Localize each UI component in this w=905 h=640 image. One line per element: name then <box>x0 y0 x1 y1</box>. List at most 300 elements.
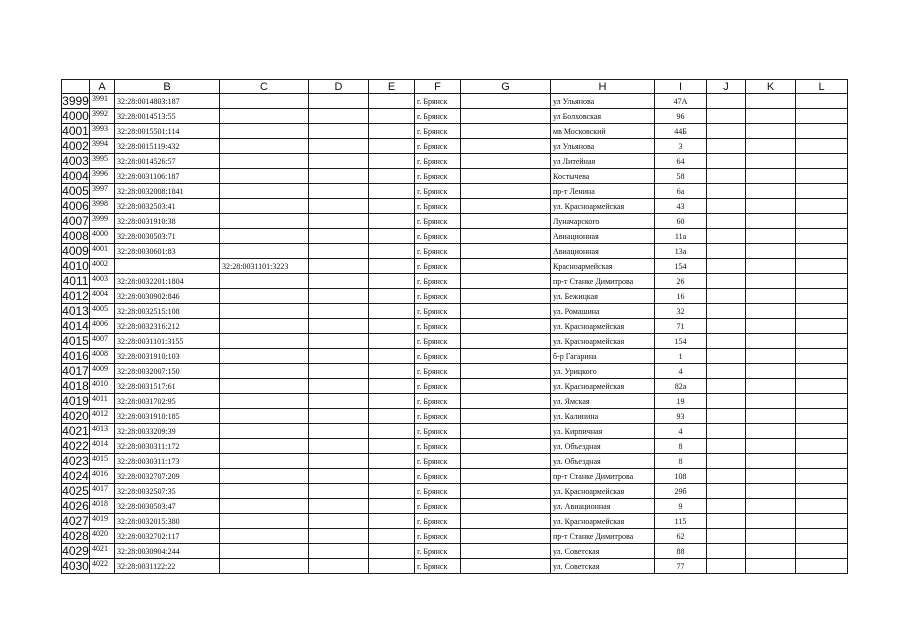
cell-e[interactable] <box>369 229 415 244</box>
cell-g[interactable] <box>461 169 551 184</box>
cell-b[interactable]: 32:28:0015501:114 <box>115 124 220 139</box>
cell-g[interactable] <box>461 544 551 559</box>
cell-k[interactable] <box>746 259 796 274</box>
cell-k[interactable] <box>746 439 796 454</box>
cell-h[interactable]: ул. Советская <box>551 559 655 574</box>
cell-c[interactable] <box>220 454 309 469</box>
cell-a[interactable]: 4011 <box>90 394 115 409</box>
cell-k[interactable] <box>746 364 796 379</box>
cell-f[interactable]: г. Брянск <box>415 394 461 409</box>
cell-h[interactable]: Авиационная <box>551 244 655 259</box>
cell-d[interactable] <box>309 439 369 454</box>
cell-c[interactable] <box>220 124 309 139</box>
cell-h[interactable]: Костычева <box>551 169 655 184</box>
cell-k[interactable] <box>746 304 796 319</box>
row-number[interactable]: 4016 <box>62 349 89 363</box>
cell-d[interactable] <box>309 454 369 469</box>
cell-i[interactable]: 13а <box>655 244 707 259</box>
cell-e[interactable] <box>369 484 415 499</box>
cell-a[interactable]: 4015 <box>90 454 115 469</box>
cell-g[interactable] <box>461 154 551 169</box>
cell-c[interactable] <box>220 154 309 169</box>
cell-h[interactable]: пр-т Станке Димитрова <box>551 529 655 544</box>
cell-a[interactable]: 3998 <box>90 199 115 214</box>
cell-i[interactable]: 32 <box>655 304 707 319</box>
cell-e[interactable] <box>369 139 415 154</box>
cell-c[interactable] <box>220 439 309 454</box>
cell-g[interactable] <box>461 364 551 379</box>
cell-i[interactable]: 58 <box>655 169 707 184</box>
cell-c[interactable] <box>220 544 309 559</box>
cell-g[interactable] <box>461 424 551 439</box>
cell-j[interactable] <box>707 259 746 274</box>
cell-j[interactable] <box>707 424 746 439</box>
cell-e[interactable] <box>369 154 415 169</box>
cell-k[interactable] <box>746 379 796 394</box>
row-number[interactable]: 4028 <box>62 529 89 543</box>
cell-f[interactable]: г. Брянск <box>415 454 461 469</box>
cell-i[interactable]: 96 <box>655 109 707 124</box>
cell-a[interactable]: 3993 <box>90 124 115 139</box>
cell-e[interactable] <box>369 109 415 124</box>
cell-b[interactable]: 32:28:0030503:71 <box>115 229 220 244</box>
cell-j[interactable] <box>707 529 746 544</box>
cell-k[interactable] <box>746 469 796 484</box>
cell-l[interactable] <box>796 394 848 409</box>
cell-h[interactable]: ул Болховская <box>551 109 655 124</box>
cell-k[interactable] <box>746 529 796 544</box>
cell-b[interactable]: 32:28:0015119:432 <box>115 139 220 154</box>
cell-f[interactable]: г. Брянск <box>415 514 461 529</box>
cell-a[interactable]: 4018 <box>90 499 115 514</box>
cell-j[interactable] <box>707 409 746 424</box>
cell-g[interactable] <box>461 94 551 109</box>
cell-g[interactable] <box>461 109 551 124</box>
cell-b[interactable]: 32:28:0032702:117 <box>115 529 220 544</box>
cell-c[interactable] <box>220 379 309 394</box>
cell-h[interactable]: ул. Авиационная <box>551 499 655 514</box>
cell-k[interactable] <box>746 319 796 334</box>
cell-d[interactable] <box>309 484 369 499</box>
cell-l[interactable] <box>796 199 848 214</box>
cell-d[interactable] <box>309 319 369 334</box>
cell-f[interactable]: г. Брянск <box>415 109 461 124</box>
cell-j[interactable] <box>707 94 746 109</box>
column-header-e[interactable]: E <box>369 80 415 94</box>
cell-h[interactable]: мв Московский <box>551 124 655 139</box>
cell-h[interactable]: ул. Красноармейская <box>551 319 655 334</box>
cell-a[interactable]: 4017 <box>90 484 115 499</box>
cell-g[interactable] <box>461 334 551 349</box>
cell-f[interactable]: г. Брянск <box>415 259 461 274</box>
cell-h[interactable]: ул. Объездная <box>551 454 655 469</box>
cell-j[interactable] <box>707 274 746 289</box>
row-number[interactable]: 4005 <box>62 184 89 198</box>
cell-b[interactable] <box>115 259 220 274</box>
cell-b[interactable]: 32:28:0031910:185 <box>115 409 220 424</box>
cell-b[interactable]: 32:28:0031910:38 <box>115 214 220 229</box>
cell-j[interactable] <box>707 544 746 559</box>
cell-k[interactable] <box>746 514 796 529</box>
cell-a[interactable]: 3991 <box>90 94 115 109</box>
cell-l[interactable] <box>796 94 848 109</box>
cell-i[interactable]: 3 <box>655 139 707 154</box>
cell-k[interactable] <box>746 244 796 259</box>
cell-i[interactable]: 29б <box>655 484 707 499</box>
cell-l[interactable] <box>796 229 848 244</box>
cell-a[interactable]: 4009 <box>90 364 115 379</box>
cell-a[interactable]: 4001 <box>90 244 115 259</box>
cell-i[interactable]: 47А <box>655 94 707 109</box>
cell-i[interactable]: 115 <box>655 514 707 529</box>
cell-a[interactable]: 3996 <box>90 169 115 184</box>
cell-c[interactable] <box>220 319 309 334</box>
cell-e[interactable] <box>369 304 415 319</box>
cell-d[interactable] <box>309 379 369 394</box>
cell-h[interactable]: ул. Красноармейская <box>551 334 655 349</box>
cell-g[interactable] <box>461 184 551 199</box>
cell-b[interactable]: 32:28:0032503:41 <box>115 199 220 214</box>
cell-a[interactable]: 4004 <box>90 289 115 304</box>
row-number[interactable]: 4001 <box>62 124 89 138</box>
cell-l[interactable] <box>796 364 848 379</box>
cell-c[interactable] <box>220 244 309 259</box>
cell-g[interactable] <box>461 214 551 229</box>
cell-e[interactable] <box>369 364 415 379</box>
cell-k[interactable] <box>746 484 796 499</box>
cell-a[interactable]: 3995 <box>90 154 115 169</box>
cell-f[interactable]: г. Брянск <box>415 169 461 184</box>
cell-l[interactable] <box>796 454 848 469</box>
cell-k[interactable] <box>746 409 796 424</box>
cell-g[interactable] <box>461 469 551 484</box>
cell-e[interactable] <box>369 244 415 259</box>
cell-g[interactable] <box>461 379 551 394</box>
cell-i[interactable]: 44Б <box>655 124 707 139</box>
cell-a[interactable]: 4007 <box>90 334 115 349</box>
row-number[interactable]: 4013 <box>62 304 89 318</box>
cell-l[interactable] <box>796 304 848 319</box>
cell-e[interactable] <box>369 184 415 199</box>
row-number[interactable]: 4009 <box>62 244 89 258</box>
cell-e[interactable] <box>369 514 415 529</box>
cell-h[interactable]: ул Ульянова <box>551 94 655 109</box>
cell-b[interactable]: 32:28:0014526:57 <box>115 154 220 169</box>
cell-d[interactable] <box>309 469 369 484</box>
cell-l[interactable] <box>796 499 848 514</box>
cell-l[interactable] <box>796 529 848 544</box>
cell-j[interactable] <box>707 184 746 199</box>
cell-b[interactable]: 32:28:0014513:55 <box>115 109 220 124</box>
cell-c[interactable] <box>220 214 309 229</box>
cell-l[interactable] <box>796 259 848 274</box>
cell-g[interactable] <box>461 229 551 244</box>
cell-h[interactable]: Луначарского <box>551 214 655 229</box>
cell-l[interactable] <box>796 409 848 424</box>
cell-c[interactable] <box>220 289 309 304</box>
cell-f[interactable]: г. Брянск <box>415 124 461 139</box>
cell-f[interactable]: г. Брянск <box>415 184 461 199</box>
cell-l[interactable] <box>796 334 848 349</box>
cell-f[interactable]: г. Брянск <box>415 94 461 109</box>
row-number[interactable]: 4008 <box>62 229 89 243</box>
cell-b[interactable]: 32:28:0032008:1841 <box>115 184 220 199</box>
cell-e[interactable] <box>369 349 415 364</box>
cell-j[interactable] <box>707 394 746 409</box>
cell-e[interactable] <box>369 499 415 514</box>
cell-a[interactable]: 4022 <box>90 559 115 574</box>
cell-g[interactable] <box>461 484 551 499</box>
cell-l[interactable] <box>796 154 848 169</box>
cell-d[interactable] <box>309 94 369 109</box>
column-header-a[interactable]: A <box>90 80 115 94</box>
cell-a[interactable]: 4013 <box>90 424 115 439</box>
column-header-c[interactable]: C <box>220 80 309 94</box>
cell-c[interactable] <box>220 499 309 514</box>
cell-i[interactable]: 26 <box>655 274 707 289</box>
cell-f[interactable]: г. Брянск <box>415 214 461 229</box>
row-number[interactable]: 4014 <box>62 319 89 333</box>
cell-i[interactable]: 4 <box>655 424 707 439</box>
cell-e[interactable] <box>369 334 415 349</box>
row-number[interactable]: 4004 <box>62 169 89 183</box>
cell-g[interactable] <box>461 559 551 574</box>
cell-f[interactable]: г. Брянск <box>415 364 461 379</box>
cell-l[interactable] <box>796 184 848 199</box>
cell-j[interactable] <box>707 214 746 229</box>
cell-b[interactable]: 32:28:0032507:35 <box>115 484 220 499</box>
cell-c[interactable] <box>220 484 309 499</box>
cell-l[interactable] <box>796 439 848 454</box>
cell-g[interactable] <box>461 514 551 529</box>
cell-g[interactable] <box>461 259 551 274</box>
row-number[interactable]: 4011 <box>62 274 89 288</box>
cell-d[interactable] <box>309 559 369 574</box>
cell-f[interactable]: г. Брянск <box>415 529 461 544</box>
row-number[interactable]: 4012 <box>62 289 89 303</box>
cell-b[interactable]: 32:28:0032515:108 <box>115 304 220 319</box>
cell-f[interactable]: г. Брянск <box>415 229 461 244</box>
cell-b[interactable]: 32:28:0030311:173 <box>115 454 220 469</box>
cell-j[interactable] <box>707 484 746 499</box>
cell-h[interactable]: ул Литейная <box>551 154 655 169</box>
cell-e[interactable] <box>369 289 415 304</box>
cell-e[interactable] <box>369 319 415 334</box>
cell-j[interactable] <box>707 124 746 139</box>
cell-h[interactable]: ул. Объездная <box>551 439 655 454</box>
row-number[interactable]: 4007 <box>62 214 89 228</box>
cell-b[interactable]: 32:28:0032201:1804 <box>115 274 220 289</box>
cell-j[interactable] <box>707 559 746 574</box>
cell-c[interactable] <box>220 559 309 574</box>
cell-i[interactable]: 11а <box>655 229 707 244</box>
cell-a[interactable]: 4021 <box>90 544 115 559</box>
cell-h[interactable]: ул. Бежицкая <box>551 289 655 304</box>
cell-h[interactable]: Красноармейская <box>551 259 655 274</box>
row-number[interactable]: 4029 <box>62 544 89 558</box>
cell-l[interactable] <box>796 139 848 154</box>
cell-i[interactable]: 8 <box>655 454 707 469</box>
cell-b[interactable]: 32:28:0032015:380 <box>115 514 220 529</box>
cell-c[interactable] <box>220 364 309 379</box>
cell-e[interactable] <box>369 379 415 394</box>
cell-g[interactable] <box>461 454 551 469</box>
cell-b[interactable]: 32:28:0032007:150 <box>115 364 220 379</box>
row-number[interactable]: 4020 <box>62 409 89 423</box>
cell-k[interactable] <box>746 214 796 229</box>
cell-h[interactable]: б-р Гагарина <box>551 349 655 364</box>
column-header-g[interactable]: G <box>461 80 551 94</box>
row-number[interactable]: 4017 <box>62 364 89 378</box>
cell-b[interactable]: 32:28:0032707:209 <box>115 469 220 484</box>
cell-i[interactable]: 108 <box>655 469 707 484</box>
cell-b[interactable]: 32:28:0031106:187 <box>115 169 220 184</box>
cell-c[interactable] <box>220 469 309 484</box>
cell-j[interactable] <box>707 349 746 364</box>
cell-d[interactable] <box>309 394 369 409</box>
cell-h[interactable]: ул. Урицкого <box>551 364 655 379</box>
cell-l[interactable] <box>796 484 848 499</box>
cell-e[interactable] <box>369 214 415 229</box>
cell-f[interactable]: г. Брянск <box>415 544 461 559</box>
cell-b[interactable]: 32:28:0030904:244 <box>115 544 220 559</box>
cell-a[interactable]: 4005 <box>90 304 115 319</box>
cell-l[interactable] <box>796 214 848 229</box>
row-number[interactable]: 4021 <box>62 424 89 438</box>
cell-k[interactable] <box>746 199 796 214</box>
cell-i[interactable]: 6а <box>655 184 707 199</box>
cell-j[interactable] <box>707 364 746 379</box>
cell-g[interactable] <box>461 244 551 259</box>
cell-l[interactable] <box>796 514 848 529</box>
column-header-b[interactable]: B <box>115 80 220 94</box>
cell-f[interactable]: г. Брянск <box>415 409 461 424</box>
cell-i[interactable]: 1 <box>655 349 707 364</box>
row-number[interactable]: 4003 <box>62 154 89 168</box>
cell-j[interactable] <box>707 289 746 304</box>
cell-d[interactable] <box>309 184 369 199</box>
cell-c[interactable] <box>220 199 309 214</box>
cell-f[interactable]: г. Брянск <box>415 424 461 439</box>
row-number[interactable]: 4002 <box>62 139 89 153</box>
column-header-f[interactable]: F <box>415 80 461 94</box>
cell-i[interactable]: 82а <box>655 379 707 394</box>
column-header-h[interactable]: H <box>551 80 655 94</box>
cell-i[interactable]: 60 <box>655 214 707 229</box>
cell-b[interactable]: 32:28:0014803:187 <box>115 94 220 109</box>
row-number[interactable]: 4030 <box>62 559 89 573</box>
cell-i[interactable]: 64 <box>655 154 707 169</box>
cell-k[interactable] <box>746 349 796 364</box>
cell-e[interactable] <box>369 439 415 454</box>
cell-b[interactable]: 32:28:0031702:95 <box>115 394 220 409</box>
cell-f[interactable]: г. Брянск <box>415 274 461 289</box>
cell-a[interactable]: 4016 <box>90 469 115 484</box>
cell-j[interactable] <box>707 154 746 169</box>
cell-l[interactable] <box>796 169 848 184</box>
cell-e[interactable] <box>369 169 415 184</box>
cell-f[interactable]: г. Брянск <box>415 439 461 454</box>
cell-d[interactable] <box>309 109 369 124</box>
cell-d[interactable] <box>309 274 369 289</box>
cell-f[interactable]: г. Брянск <box>415 304 461 319</box>
cell-i[interactable]: 77 <box>655 559 707 574</box>
row-number[interactable]: 4027 <box>62 514 89 528</box>
cell-i[interactable]: 154 <box>655 259 707 274</box>
cell-h[interactable]: ул. Красноармейская <box>551 379 655 394</box>
cell-h[interactable]: пр-т Станке Димитрова <box>551 469 655 484</box>
cell-k[interactable] <box>746 394 796 409</box>
cell-j[interactable] <box>707 169 746 184</box>
cell-d[interactable] <box>309 169 369 184</box>
cell-k[interactable] <box>746 109 796 124</box>
cell-d[interactable] <box>309 214 369 229</box>
corner-cell[interactable] <box>62 80 90 94</box>
cell-a[interactable]: 4012 <box>90 409 115 424</box>
cell-e[interactable] <box>369 94 415 109</box>
cell-k[interactable] <box>746 289 796 304</box>
cell-e[interactable] <box>369 394 415 409</box>
cell-a[interactable]: 4002 <box>90 259 115 274</box>
cell-i[interactable]: 71 <box>655 319 707 334</box>
cell-h[interactable]: ул. Красноармейская <box>551 484 655 499</box>
cell-c[interactable] <box>220 94 309 109</box>
cell-c[interactable] <box>220 334 309 349</box>
cell-g[interactable] <box>461 289 551 304</box>
cell-j[interactable] <box>707 499 746 514</box>
cell-k[interactable] <box>746 424 796 439</box>
cell-d[interactable] <box>309 409 369 424</box>
cell-i[interactable]: 154 <box>655 334 707 349</box>
cell-c[interactable] <box>220 274 309 289</box>
row-number[interactable]: 4025 <box>62 484 89 498</box>
cell-e[interactable] <box>369 454 415 469</box>
cell-i[interactable]: 93 <box>655 409 707 424</box>
column-header-j[interactable]: J <box>707 80 746 94</box>
cell-g[interactable] <box>461 529 551 544</box>
cell-k[interactable] <box>746 124 796 139</box>
cell-f[interactable]: г. Брянск <box>415 499 461 514</box>
cell-l[interactable] <box>796 559 848 574</box>
cell-e[interactable] <box>369 529 415 544</box>
column-header-k[interactable]: K <box>746 80 796 94</box>
cell-d[interactable] <box>309 139 369 154</box>
cell-l[interactable] <box>796 289 848 304</box>
cell-f[interactable]: г. Брянск <box>415 559 461 574</box>
row-number[interactable]: 4022 <box>62 439 89 453</box>
cell-g[interactable] <box>461 319 551 334</box>
cell-j[interactable] <box>707 304 746 319</box>
cell-a[interactable]: 4000 <box>90 229 115 244</box>
cell-f[interactable]: г. Брянск <box>415 139 461 154</box>
row-number[interactable]: 4010 <box>62 259 89 273</box>
cell-l[interactable] <box>796 544 848 559</box>
cell-i[interactable]: 88 <box>655 544 707 559</box>
column-header-i[interactable]: I <box>655 80 707 94</box>
cell-c[interactable] <box>220 514 309 529</box>
cell-g[interactable] <box>461 394 551 409</box>
cell-j[interactable] <box>707 469 746 484</box>
cell-k[interactable] <box>746 274 796 289</box>
cell-j[interactable] <box>707 199 746 214</box>
cell-c[interactable]: 32:28:0031101:3223 <box>220 259 309 274</box>
cell-a[interactable]: 3997 <box>90 184 115 199</box>
cell-g[interactable] <box>461 139 551 154</box>
cell-h[interactable]: ул. Ромашина <box>551 304 655 319</box>
row-number[interactable]: 4000 <box>62 109 89 123</box>
cell-b[interactable]: 32:28:0031910:103 <box>115 349 220 364</box>
cell-e[interactable] <box>369 259 415 274</box>
